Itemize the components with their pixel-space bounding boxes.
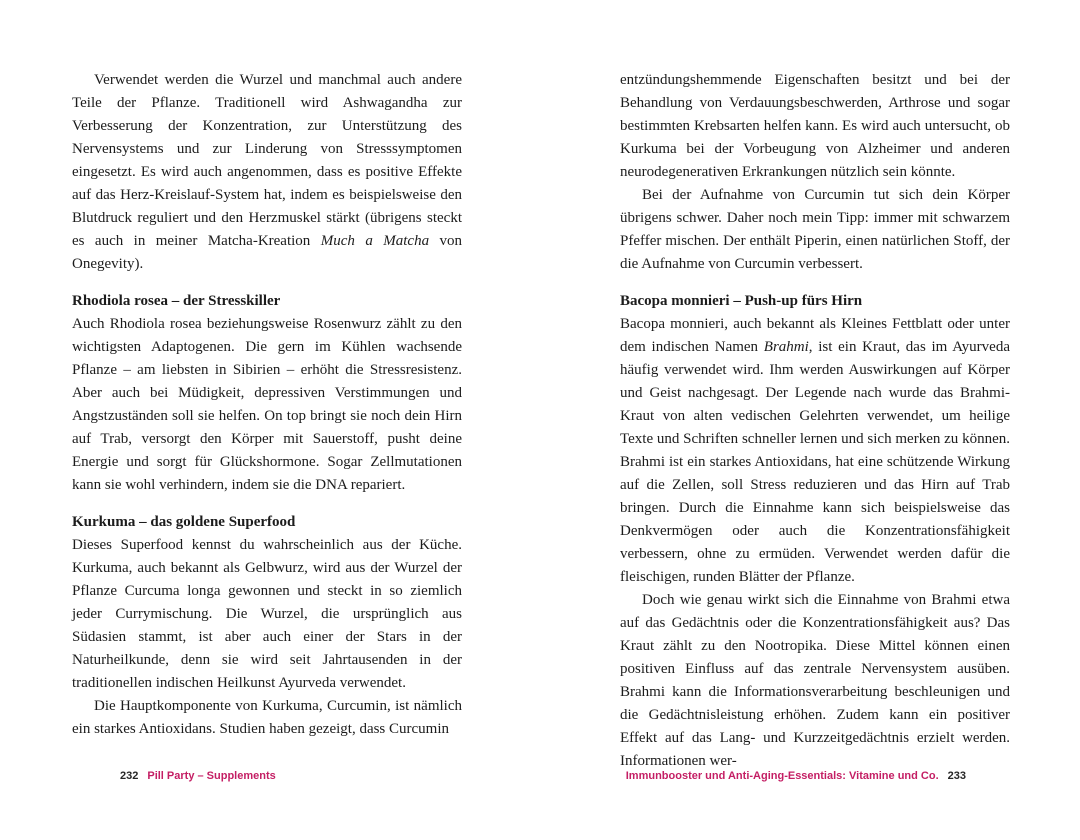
term-brahmi-italic: Brahmi [763,339,809,355]
paragraph-kurkuma: Dieses Superfood kennst du wahrscheinlich aus der Küche. Kurkuma, auch bekannt als Gelbwurz, wird aus der Wurzel der Pflanze Curcuma longa gewonnen und steckt in so ziemlich jeder Currymischung. Die Wurzel, die ursprünglich aus Südasien stammt, ist aber auch einer der Stars in der Naturheilkunde, denn sie wird seit Jahrtausenden in der traditionellen indischen Heilkunst Ayurveda verwendet. [72,537,462,691]
paragraph-nootropika: Doch wie genau wirkt sich die Einnahme von Brahmi etwa auf das Gedächtnis oder die Konzentrationsfähigkeit aus? Das Kraut zählt zu den Nootropika. Diese Mittel können einen positiven Einfluss auf das zentrale Nervensystem ausüben. Brahmi kann die Informationsverarbeitung beschleunigen und die Gedächtnisleistung erhöhen. Zudem kann ein positiver Effekt auf das Lang- und Kurzzeitgedächtnis erzielt werden. Informationen wer- [620,592,1010,769]
paragraph-pfeffer-tipp: Bei der Aufnahme von Curcumin tut sich dein Körper übrigens schwer. Daher noch mein Tipp: immer mit schwarzem Pfeffer mischen. Der enthält Piperin, einen natürlichen Stoff, der die Aufnahme von Curcumin verbessert. [620,187,1010,272]
paragraph-ashwagandha [72,69,462,276]
page-number-left: 232 [120,770,139,782]
footer-left [120,770,276,782]
page-number-right: 233 [947,770,966,782]
paragraph-text: , ist ein Kraut, das im Ayurveda häufig verwendet wird. Ihm werden Auswirkungen auf Körper und Geist nachgesagt. Der Legende nach wurde das Brahmi-Kraut von alten vedischen Gelehrten verwendet, um heilige Texte und Schriften schneller lernen und sich merken zu können. Brahmi ist ein starkes Antioxidans, hat eine schützende Wirkung auf die Zellen, soll Stress reduzieren und das Hirn auf Trab bringen. Durch die Einnahme kann sich beispielsweise das Denkvermögen oder auch die Konzentrationsfähigkeit verbessern, ohne zu ermüden. Verwendet werden dafür die fleischigen, runden Blätter der Pflanze. [620,339,1010,585]
heading-kurkuma: Kurkuma – das goldene Superfood [72,514,296,530]
paragraph-text: von Onegevity). [72,233,463,272]
product-name-much-a-matcha: Much a Matcha [320,233,430,249]
text-column-right [620,69,1010,773]
heading-rhodiola: Rhodiola rosea – der Stresskiller [72,293,281,309]
text-column-left [72,69,462,741]
footer-right [626,770,966,782]
running-title-right: Immunbooster und Anti-Aging-Essentials: Vitamine und Co. [625,770,939,782]
paragraph-curcumin: Die Hauptkomponente von Kurkuma, Curcumin, ist nämlich ein starkes Antioxidans. Studien haben gezeigt, dass Curcumin [72,698,462,737]
page-233 [540,0,1080,840]
heading-bacopa: Bacopa monnieri – Push-up fürs Hirn [620,293,863,309]
paragraph-rhodiola: Auch Rhodiola rosea beziehungsweise Rosenwurz zählt zu den wichtigsten Adaptogenen. Die gern im Kühlen wachsende Pflanze – am liebsten in Sibirien – erhöht die Stressresistenz. Aber auch bei Müdigkeit, depressiven Verstimmungen und Angstzuständen soll sie helfen. On top bringt sie noch dein Hirn auf Trab, versorgt den Körper mit Sauerstoff, pusht deine Energie und sorgt für Glückshormone. Sogar Zellmutationen kann sie wohl verhindern, indem sie die DNA repariert. [72,316,462,493]
paragraph-text: Verwendet werden die Wurzel und manchmal auch andere Teile der Pflanze. Traditionell wird Ashwagandha zur Verbesserung der Konzentration, zur Unterstützung des Nervensystems und zur Linderung von Stresssymptomen eingesetzt. Es wird auch angenommen, dass es positive Effekte auf das Herz-Kreislauf-System hat, indem es beispielsweise den Blutdruck reguliert und den Herzmuskel stärkt (übrigens steckt es auch in meiner Matcha-Kreation [72,72,462,249]
paragraph-kurkuma-continued: entzündungshemmende Eigenschaften besitzt und bei der Behandlung von Verdauungsbeschwerden, Arthrose und sogar bestimmten Krebsarten helfen kann. Es wird auch untersucht, ob Kurkuma bei der Vorbeugung von Alzheimer und anderen neurodegenerativen Erkrankungen nützlich sein könnte. [620,72,1010,180]
running-title-left: Pill Party – Supplements [147,770,276,782]
paragraph-bacopa [620,313,1010,589]
paragraph-text: Bacopa monnieri, auch bekannt als Kleines Fettblatt oder unter dem indischen Namen [620,316,1010,355]
